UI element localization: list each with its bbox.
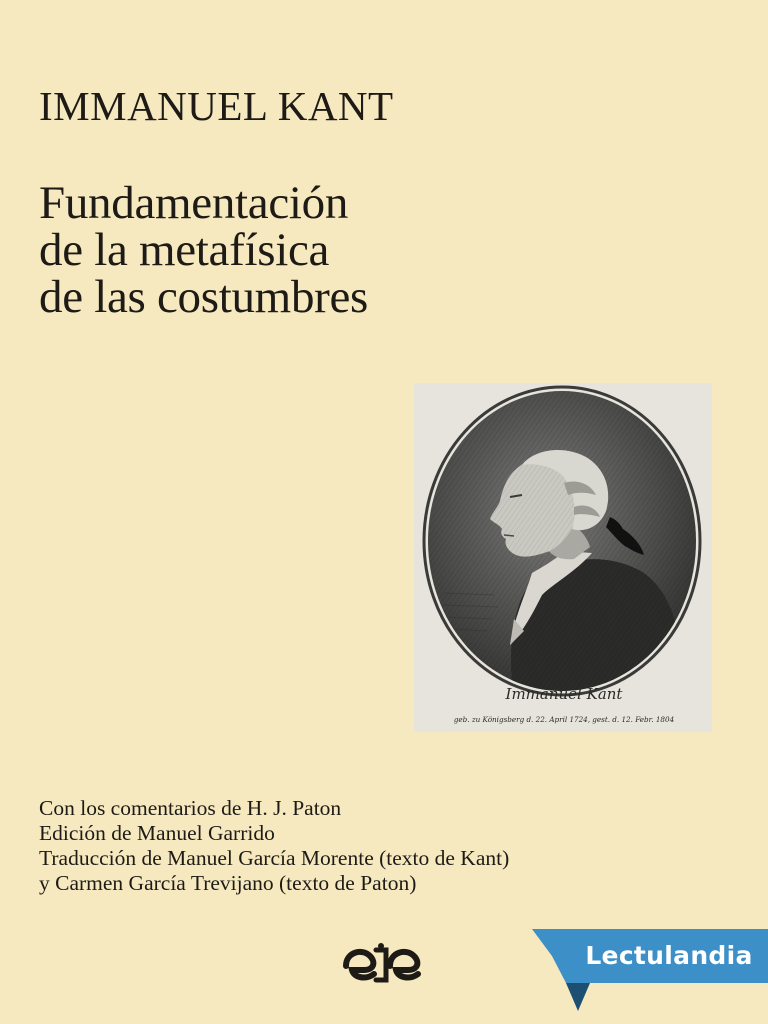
portrait-caption: geb. zu Königsberg d. 22. April 1724, gest. d. 12. Febr. 1804 [453,715,675,724]
publisher-logo-icon [340,940,426,986]
credits-block [39,796,509,896]
author-name: IMMANUEL KANT [39,83,394,129]
title-line-2: de la metafísica [39,224,330,276]
portrait-engraving-icon [414,383,712,732]
credit-line-2: Edición de Manuel Garrido [39,821,275,845]
portrait-signature: Immanuel Kant [505,685,623,703]
credit-line-4: y Carmen García Trevijano (texto de Paton) [39,871,417,895]
lectulandia-badge [532,929,768,1013]
credit-line-3: Traducción de Manuel García Morente (texto de Kant) [39,846,510,870]
title-line-3: de las costumbres [39,271,369,323]
badge-label: Lectulandia [585,941,753,970]
kant-portrait-image [414,383,712,732]
title-line-1: Fundamentación [39,177,349,229]
credit-line-1: Con los comentarios de H. J. Paton [39,796,342,820]
book-title [39,177,369,323]
